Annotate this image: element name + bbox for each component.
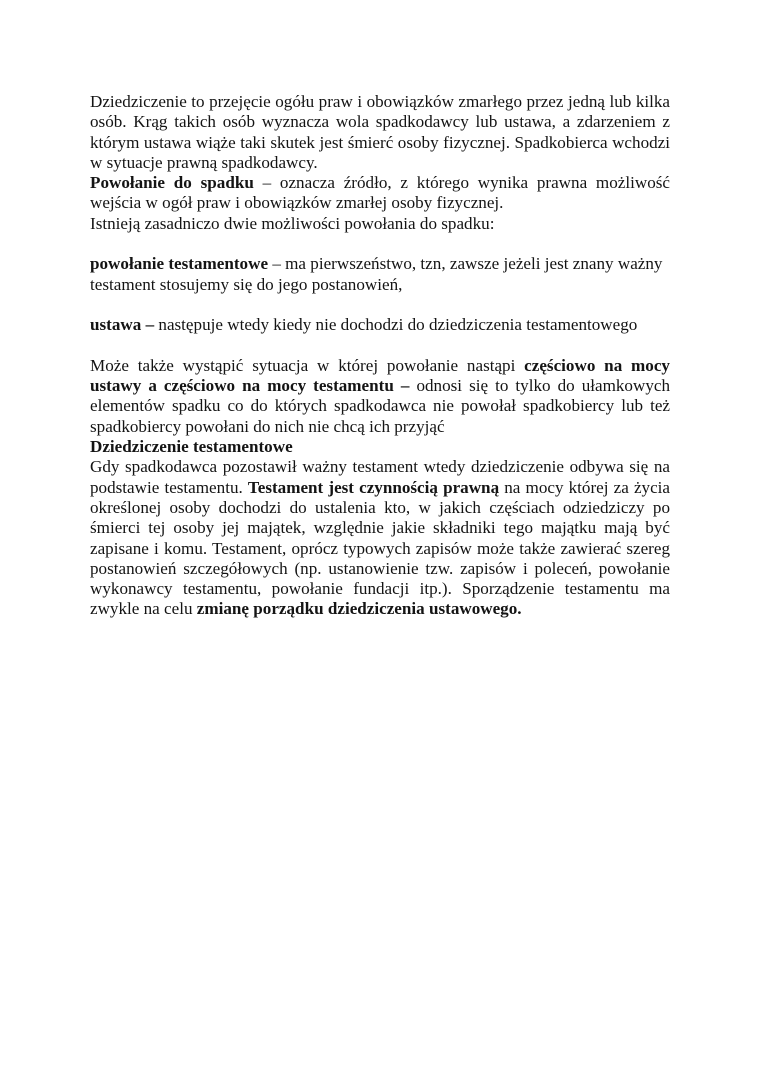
blank-line xyxy=(90,295,670,315)
powolanie-term: Powołanie do spadku xyxy=(90,173,254,193)
ustawa-text: następuje wtedy kiedy nie dochodzi do dziedziczenia testamentowego xyxy=(154,315,638,335)
testamentowe-term: powołanie testamentowe xyxy=(90,254,269,274)
mieszane-text-2: odnosi się to tylko do ułamkowych elementów spadku co do których spadkodawca nie powołał spadkobiercy lub też spadkobiercy powołani do nich nie chcą ich przyjąć xyxy=(90,376,670,436)
intro-text: Dziedziczenie to przejęcie ogółu praw i obowiązków zmarłego przez jedną lub kilka osób. Krąg takich osób wyznacza wola spadkodawcy lub ustawa, a zdarzeniem z którym ustawa wiąże taki skutek jest śmierć osoby fizycznej. Spadkobierca wchodzi w sytuacje prawną spadkodawcy. xyxy=(90,92,670,172)
testamentowe-paragraph xyxy=(90,254,670,295)
blank-line xyxy=(90,336,670,356)
mozliwosci-paragraph xyxy=(90,214,670,234)
powolanie-text: – oznacza źródło, z którego wynika prawna możliwość wejścia w ogół praw i obowiązków zmarłej osoby fizycznej. xyxy=(90,173,670,213)
testament-text-1: Gdy spadkodawca pozostawił ważny testament wtedy dziedziczenie odbywa się na podstawie testamentu. xyxy=(90,457,670,497)
mieszane-bold-1: częściowo na mocy ustawy a częściowo na mocy testamentu – xyxy=(90,355,670,396)
testament-bold-1: Testament jest czynnością prawną xyxy=(247,477,500,497)
testament-text-2: na mocy której za życia określonej osoby dochodzi do ustalenia kto, w jakich częściach odziedziczy po śmierci tej osoby jej majątek, względnie jakie składniki tego majątku mają być zapisane i komu. Testament, oprócz typowych zapisów może także zawierać szereg postanowień szczegółowych (np. ustanowienie tzw. zapisów i poleceń, powołanie wykonawcy testamentu, powołanie fundacji itp.). Sporządzenie testamentu ma zwykle na celu xyxy=(90,477,670,619)
mieszane-text-1: Może także wystąpić sytuacja w której powołanie nastąpi xyxy=(90,355,525,375)
ustawa-paragraph xyxy=(90,315,670,335)
intro-paragraph xyxy=(90,92,670,173)
section-heading xyxy=(90,437,670,457)
testament-paragraph xyxy=(90,457,670,619)
testamentowe-text: – ma pierwszeństwo, tzn, zawsze jeżeli jest znany ważny testament stosujemy się do jego postanowień, xyxy=(90,254,663,294)
mieszane-paragraph xyxy=(90,356,670,437)
powolanie-paragraph xyxy=(90,173,670,214)
testament-bold-2: zmianę porządku dziedziczenia ustawowego. xyxy=(196,599,522,619)
blank-line xyxy=(90,234,670,254)
document-body xyxy=(90,92,670,620)
heading-text: Dziedziczenie testamentowe xyxy=(90,437,293,457)
ustawa-term: ustawa – xyxy=(90,315,155,335)
mozliwosci-text: Istnieją zasadniczo dwie możliwości powołania do spadku: xyxy=(90,213,495,233)
